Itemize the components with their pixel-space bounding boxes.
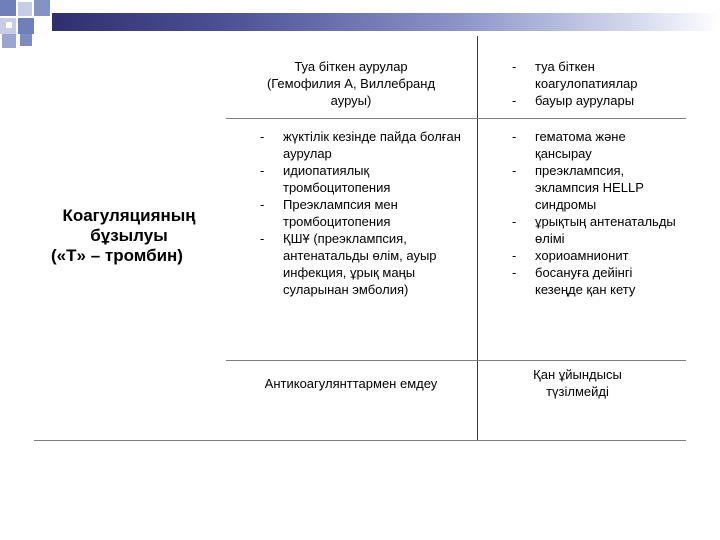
header-left-line: ауруы) (330, 93, 372, 108)
list-item: - жүктілік кезінде пайда болған аурулар (256, 128, 478, 162)
list-item: - ҚШҰ (преэклампсия, антенатальды өлім, ауыр инфекция, ұрық маңы суларынан эмболия) (256, 230, 478, 298)
list-item: - бауыр аурулары (508, 92, 683, 109)
list-item: - идиопатиялық тромбоцитопения (256, 162, 478, 196)
list-item: - туа біткен коагулопатиялар (508, 58, 683, 92)
header-left-cell (226, 58, 476, 109)
list-item: - преэклампсия, эклампсия HELLP синдромы (508, 162, 683, 213)
row-label-line: («Т» – тромбин) (51, 246, 183, 265)
decor-square (18, 18, 34, 34)
decor-square (2, 34, 16, 48)
table-bottom-rule (34, 440, 686, 441)
list-item: - гематома және қансырау (508, 128, 683, 162)
bottom-right-cell (490, 366, 665, 400)
decor-square (0, 0, 16, 16)
decor-square (20, 34, 32, 46)
header-left-line: (Гемофилия А, Виллебранд (266, 76, 436, 91)
header-right-cell (508, 58, 683, 109)
row-divider (226, 118, 686, 119)
list-item: - Преэклампсия мен тромбоцитопения (256, 196, 478, 230)
bottom-right-line: Қан ұйындысы (533, 367, 622, 382)
list-item: - босануға дейінгі кезеңде қан кету (508, 264, 683, 298)
list-item: - ұрықтың антенатальды өлімі (508, 213, 683, 247)
header-left-line: Туа біткен аурулар (294, 59, 408, 74)
middle-left-cell (256, 128, 478, 298)
decor-square (18, 2, 32, 16)
row-label-line: Коагуляцияның (62, 206, 196, 225)
decor-square (6, 22, 12, 28)
decor-square (34, 0, 50, 16)
row-label (34, 206, 224, 266)
middle-right-cell (508, 128, 683, 298)
header-gradient-bar (52, 13, 720, 31)
row-label-line: бұзылуы (90, 226, 168, 245)
list-item: - хориоамнионит (508, 247, 683, 264)
bottom-left-cell: Антикоагулянттармен емдеу (264, 376, 438, 391)
bottom-right-line: түзілмейді (546, 384, 609, 399)
row-divider (226, 360, 686, 361)
